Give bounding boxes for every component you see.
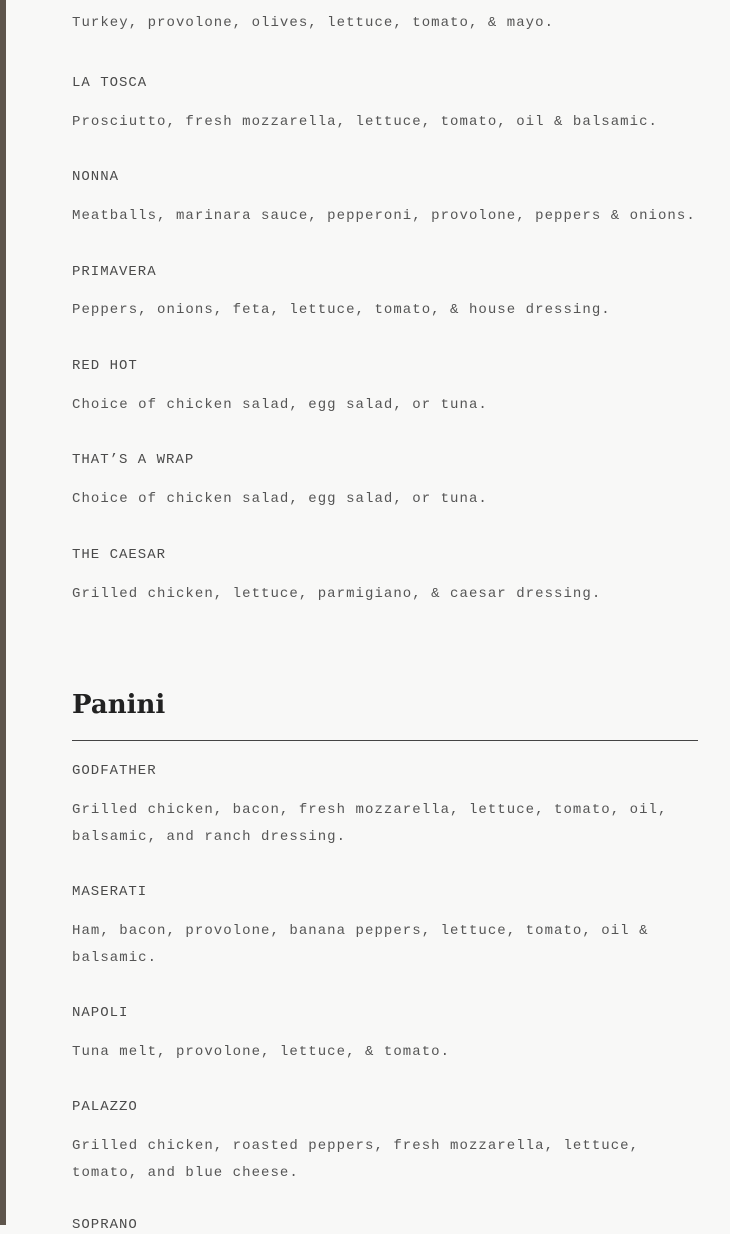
menu-item-name: NONNA (72, 169, 120, 185)
menu-item-name: MASERATI (72, 884, 148, 900)
menu-item-nonna (72, 168, 698, 230)
menu-item-palazzo (72, 1098, 698, 1186)
menu-item-description: Peppers, onions, feta, lettuce, tomato, & house dressing. (72, 302, 611, 318)
menu-item-name: RED HOT (72, 358, 138, 374)
menu-item-description: Choice of chicken salad, egg salad, or tuna. (72, 397, 488, 413)
menu-item-name: SOPRANO (72, 1217, 138, 1233)
menu-item-name: THAT’S A WRAP (72, 452, 195, 468)
menu-item-description: Prosciutto, fresh mozzarella, lettuce, tomato, oil & balsamic. (72, 114, 658, 130)
menu-item-primavera (72, 263, 698, 324)
menu-item-description: Grilled chicken, bacon, fresh mozzarella, lettuce, tomato, oil, balsamic, and ranch dressing. (72, 802, 668, 845)
menu-item-description: Ham, bacon, provolone, banana peppers, lettuce, tomato, oil & balsamic. (72, 923, 649, 966)
menu-item-description: Grilled chicken, lettuce, parmigiano, & caesar dressing. (72, 586, 602, 602)
menu-item-red-hot (72, 357, 698, 419)
menu-item-name: THE CAESAR (72, 547, 167, 563)
menu-item-la-tosca (72, 74, 698, 136)
menu-item-name: GODFATHER (72, 763, 157, 779)
menu-item-name: NAPOLI (72, 1005, 129, 1021)
menu-item-name: LA TOSCA (72, 75, 148, 91)
menu-item-description: Turkey, provolone, olives, lettuce, tomato, & mayo. (72, 15, 555, 31)
menu-item-the-caesar (72, 546, 698, 608)
menu-item-description: Meatballs, marinara sauce, pepperoni, provolone, peppers & onions. (72, 208, 696, 224)
menu-item-godfather (72, 762, 698, 850)
menu-item-thats-a-wrap (72, 451, 698, 513)
menu-item-description: Grilled chicken, roasted peppers, fresh mozzarella, lettuce, tomato, and blue cheese. (72, 1138, 640, 1181)
menu-item-name: PRIMAVERA (72, 264, 157, 280)
section-divider (72, 740, 698, 741)
menu-item-description: Tuna melt, provolone, lettuce, & tomato. (72, 1044, 451, 1060)
menu-item-maserati (72, 883, 698, 971)
menu-item-description: Choice of chicken salad, egg salad, or tuna. (72, 491, 488, 507)
menu-item-soprano (72, 1216, 698, 1234)
menu-item-name: PALAZZO (72, 1099, 138, 1115)
menu-item-napoli (72, 1004, 698, 1066)
section-title-panini: Panini (72, 690, 166, 720)
left-border-rail (0, 0, 6, 1225)
